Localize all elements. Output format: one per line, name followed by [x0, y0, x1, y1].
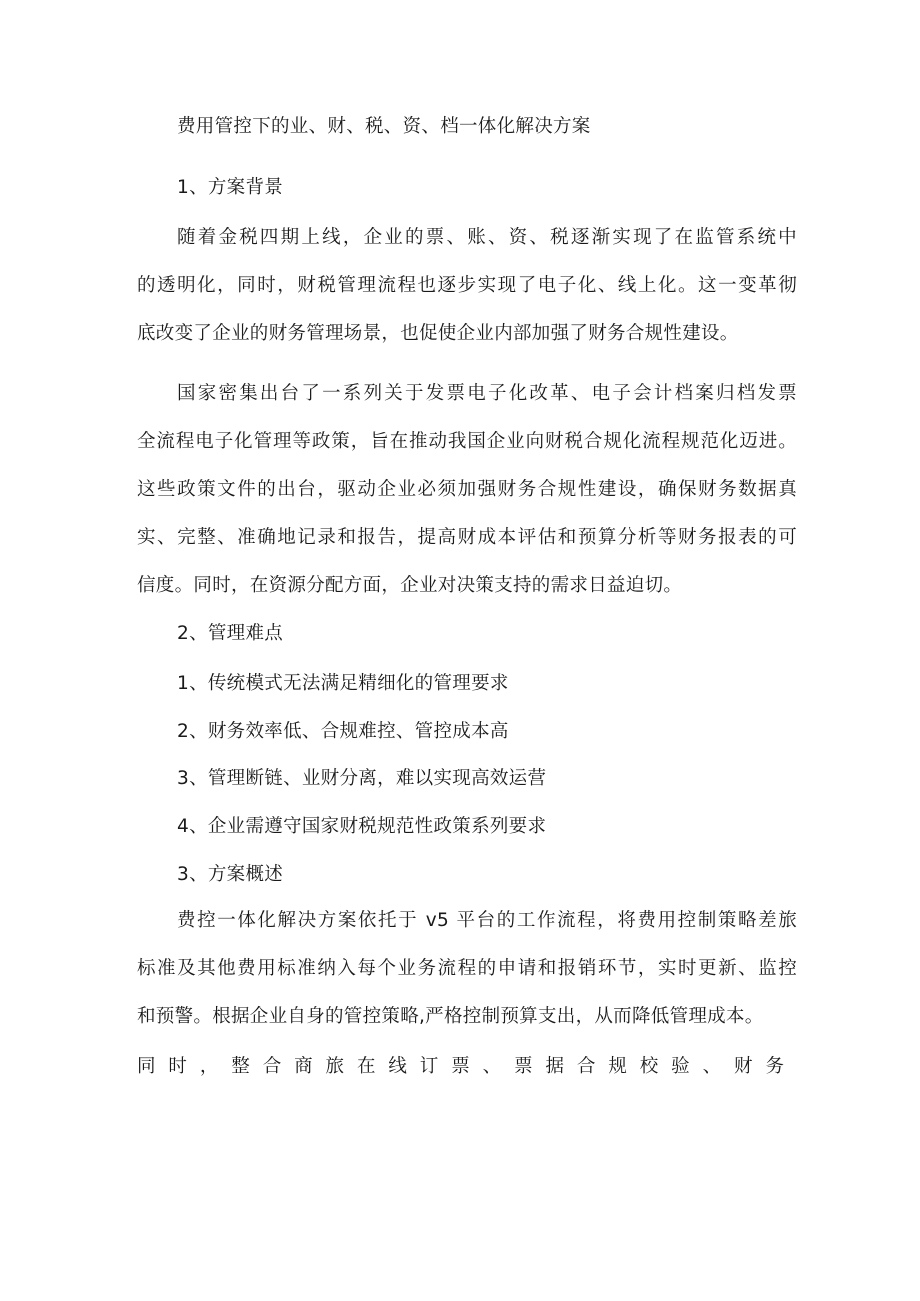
- char: 线: [388, 1056, 408, 1077]
- char: 、: [482, 1056, 502, 1077]
- paragraph-line: 实、完整、准确地记录和报告，提高财成本评估和预算分析等财务报表的可: [137, 527, 797, 548]
- paragraph-line: 费控一体化解决方案依托于 v5 平台的工作流程，将费用控制策略差旅: [177, 910, 797, 931]
- difficulty-item: 1、传统模式无法满足精细化的管理要求: [177, 673, 509, 694]
- paragraph-line: 全流程电子化管理等政策，旨在推动我国企业向财税合规化流程规范化迈进。: [137, 431, 797, 452]
- paragraph-line: 底改变了企业的财务管理场景，也促使企业内部加强了财务合规性建设。: [137, 323, 739, 344]
- paragraph-line: 这些政策文件的出台，驱动企业必须加强财务合规性建设，确保财务数据真: [137, 479, 797, 500]
- char: 校: [639, 1056, 659, 1077]
- char: 、: [702, 1056, 722, 1077]
- char: 时: [168, 1056, 188, 1077]
- paragraph-last-line: [137, 1054, 797, 1080]
- paragraph-line: 的透明化，同时，财税管理流程也逐步实现了电子化、线上化。这一变革彻: [137, 275, 797, 296]
- paragraph-line: 国家密集出台了一系列关于发票电子化改革、电子会计档案归档发票: [177, 383, 797, 404]
- char: 订: [419, 1056, 439, 1077]
- char: 验: [671, 1056, 690, 1077]
- section-heading-overview: 3、方案概述: [177, 864, 284, 885]
- char: 据: [545, 1056, 565, 1077]
- char: 财: [734, 1056, 753, 1077]
- document-title: 费用管控下的业、财、税、资、档一体化解决方案: [177, 116, 591, 137]
- section-heading-difficulties: 2、管理难点: [177, 623, 284, 644]
- section-heading-background: 1、方案背景: [177, 177, 284, 198]
- paragraph-line: 随着金税四期上线，企业的票、账、资、税逐渐实现了在监管系统中: [177, 227, 797, 248]
- char: 票: [451, 1056, 471, 1077]
- difficulty-item: 4、企业需遵守国家财税规范性政策系列要求: [177, 816, 547, 837]
- char: 旅: [325, 1056, 345, 1077]
- char: 规: [608, 1056, 628, 1077]
- char: 同: [137, 1056, 156, 1077]
- char: 在: [356, 1056, 376, 1077]
- paragraph-line: 标准及其他费用标准纳入每个业务流程的申请和报销环节，实时更新、监控: [137, 958, 797, 979]
- char: 合: [262, 1056, 282, 1077]
- char: 商: [294, 1056, 313, 1077]
- paragraph-line: 和预警。根据企业自身的管控策略,严格控制预算支出，从而降低管理成本。: [137, 1006, 764, 1027]
- paragraph-line: 信度。同时，在资源分配方面，企业对决策支持的需求日益迫切。: [137, 575, 683, 596]
- char: 票: [514, 1056, 533, 1077]
- char: ，: [199, 1056, 219, 1077]
- char: 务: [765, 1056, 785, 1077]
- difficulty-item: 3、管理断链、业财分离，难以实现高效运营: [177, 768, 547, 789]
- char: 合: [576, 1056, 596, 1077]
- char: 整: [231, 1056, 251, 1077]
- difficulty-item: 2、财务效率低、合规难控、管控成本高: [177, 721, 509, 742]
